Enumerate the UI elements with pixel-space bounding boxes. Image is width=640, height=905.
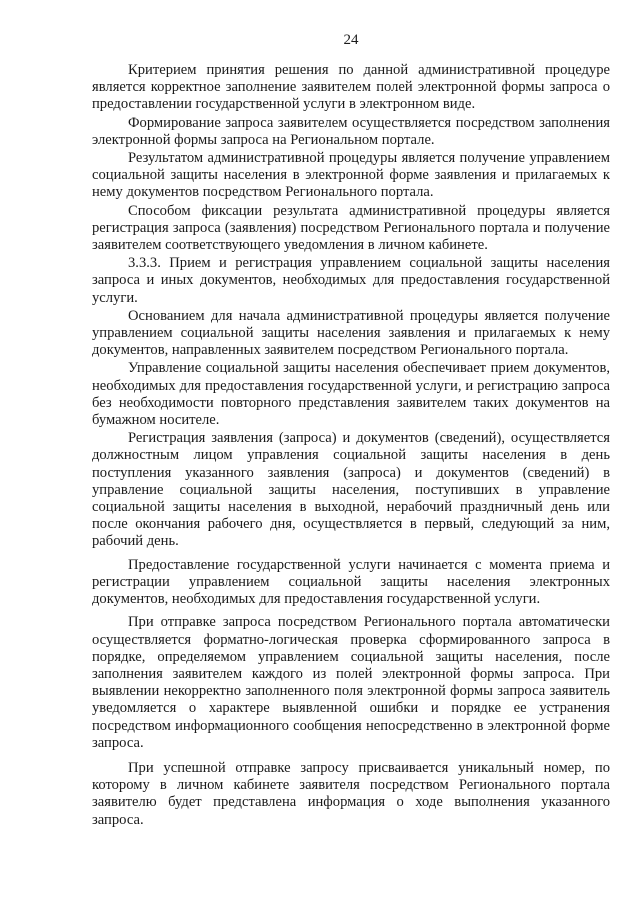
paragraph-decision-criterion: Критерием принятия решения по данной административной процедуре является корректное заполнение заявителем полей электронной формы запроса о предоставлении государственной услуги в электронном виде. bbox=[92, 62, 610, 113]
document-page bbox=[92, 30, 610, 830]
paragraph-procedure-result: Результатом административной процедуры является получение управлением социальной защиты населения в электронной форме заявления и прилагаемых к нему документов посредством Регионального портала. bbox=[92, 150, 610, 201]
page-number: 24 bbox=[343, 32, 359, 48]
paragraph-request-formation: Формирование запроса заявителем осуществляется посредством заполнения электронной формы запроса на Региональном портале. bbox=[92, 114, 610, 148]
paragraph-section-3-3-3: 3.3.3. Прием и регистрация управлением социальной защиты населения запроса и иных документов, необходимых для предоставления государственной услуги. bbox=[92, 255, 610, 306]
paragraph-format-check: При отправке запроса посредством Регионального портала автоматически осуществляется форматно-логическая проверка сформированного запроса в порядке, определяемом управлением социальной защиты населения, после заполнения заявителем каждого из полей электронной формы запроса. При выявлении некорректно заполненного поля электронной формы запроса заявитель уведомляется о характере выявленной ошибки и порядке ее устранения посредством информационного сообщения непосредственно в электронной форме запроса. bbox=[92, 614, 610, 751]
paragraph-procedure-basis: Основанием для начала административной процедуры является получение управлением социальной защиты населения заявления и прилагаемых к нему документов, направленных заявителем посредством Регионального портала. bbox=[92, 307, 610, 359]
paragraph-unique-number: При успешной отправке запросу присваивается уникальный номер, по которому в личном кабинете заявителя посредством Регионального портала заявителю будет представлена информация о ходе выполнения указанного запроса. bbox=[92, 759, 610, 828]
paragraph-registration: Регистрация заявления (запроса) и документов (сведений), осуществляется должностным лицом управления социальной защиты населения в день поступления указанного заявления (запроса) и документов (сведений) в управление социальной защиты населения, поступивших в управление социальной защиты населения в выходной, нерабочий праздничный день или после окончания рабочего дня, осуществляется в первый, следующий за ним, рабочий день. bbox=[92, 430, 610, 550]
paragraph-document-acceptance: Управление социальной защиты населения обеспечивает прием документов, необходимых для предоставления государственной услуги, и регистрацию запроса без необходимости повторного представления заявителем таких документов на бумажном носителе. bbox=[92, 360, 610, 429]
paragraph-result-fixation: Способом фиксации результата административной процедуры является регистрация запроса (заявления) посредством Регионального портала и получение заявителем соответствующего уведомления в личном кабинете. bbox=[92, 202, 610, 254]
paragraph-service-start: Предоставление государственной услуги начинается с момента приема и регистрации управлением социальной защиты населения электронных документов, необходимых для предоставления государственной услуги. bbox=[92, 556, 610, 608]
